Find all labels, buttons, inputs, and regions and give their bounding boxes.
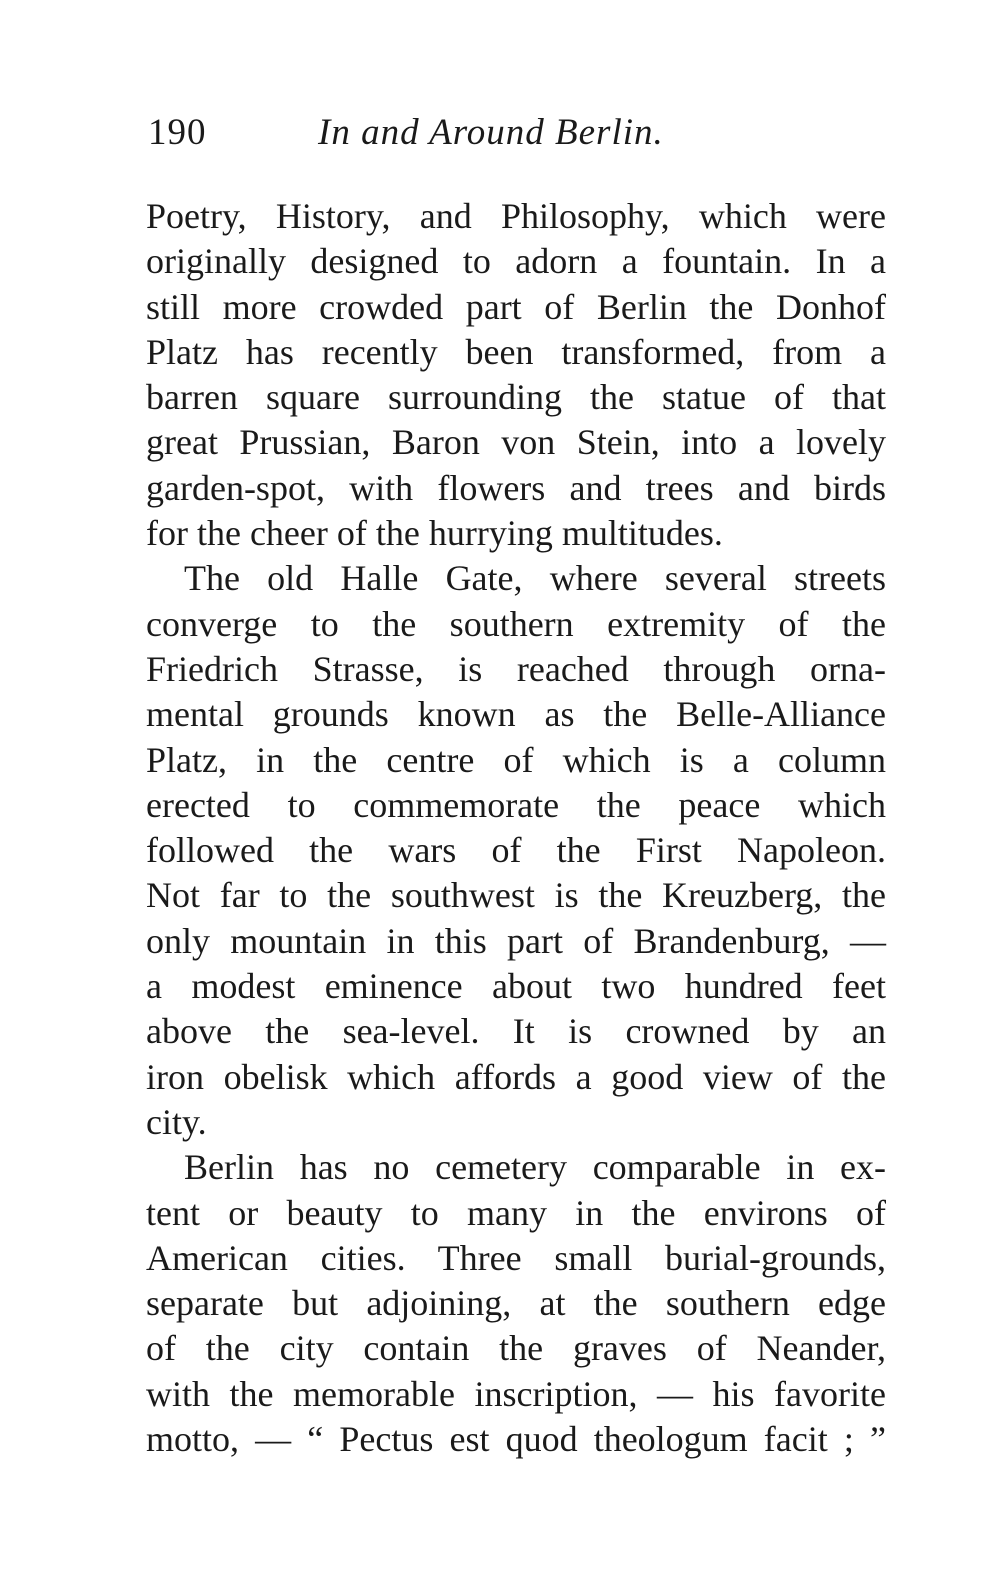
text-line: converge to the southern extremity of the <box>146 603 886 644</box>
text-line: of the city contain the graves of Neander, <box>146 1328 886 1369</box>
page-header <box>148 108 888 158</box>
page-number: 190 <box>148 112 207 153</box>
text-line: American cities. Three small burial-grounds, <box>146 1237 886 1278</box>
text-line: Poetry, History, and Philosophy, which were <box>146 196 886 236</box>
text-line: with the memorable inscription, — his favorite <box>146 1373 886 1414</box>
text-line: iron obelisk which affords a good view of the <box>146 1056 886 1097</box>
text-line: great Prussian, Baron von Stein, into a lovely <box>146 422 886 463</box>
text-line: Platz, in the centre of which is a column <box>146 739 886 780</box>
text-line: Not far to the southwest is the Kreuzberg, the <box>146 875 886 916</box>
text-line: barren square surrounding the statue of that <box>146 377 886 418</box>
text-line: erected to commemorate the peace which <box>146 784 886 825</box>
text-line: Platz has recently been transformed, from a <box>146 331 886 372</box>
text-line: tent or beauty to many in the environs of <box>146 1192 886 1233</box>
running-title: In and Around Berlin. <box>318 112 664 153</box>
text-line: originally designed to adorn a fountain. In a <box>146 241 886 282</box>
text-line: followed the wars of the First Napoleon. <box>146 830 886 871</box>
text-line: a modest eminence about two hundred feet <box>146 966 886 1007</box>
text-line: still more crowded part of Berlin the Donhof <box>146 286 886 327</box>
text-line: for the cheer of the hurrying multitudes. <box>146 513 723 554</box>
text-line: motto, — “ Pectus est quod theologum facit ; ” <box>146 1419 886 1460</box>
text-line: Friedrich Strasse, is reached through orna- <box>146 648 886 689</box>
text-line: The old Halle Gate, where several streets <box>184 558 886 599</box>
body-text <box>146 194 886 1462</box>
text-line: separate but adjoining, at the southern edge <box>146 1283 886 1324</box>
text-line: only mountain in this part of Brandenburg, — <box>146 920 886 961</box>
text-line: above the sea-level. It is crowned by an <box>146 1011 886 1052</box>
text-line: mental grounds known as the Belle-Alliance <box>146 694 886 735</box>
text-line: garden-spot, with flowers and trees and birds <box>146 467 886 508</box>
text-line: city. <box>146 1101 207 1142</box>
text-line: Berlin has no cemetery comparable in ex- <box>184 1147 886 1188</box>
